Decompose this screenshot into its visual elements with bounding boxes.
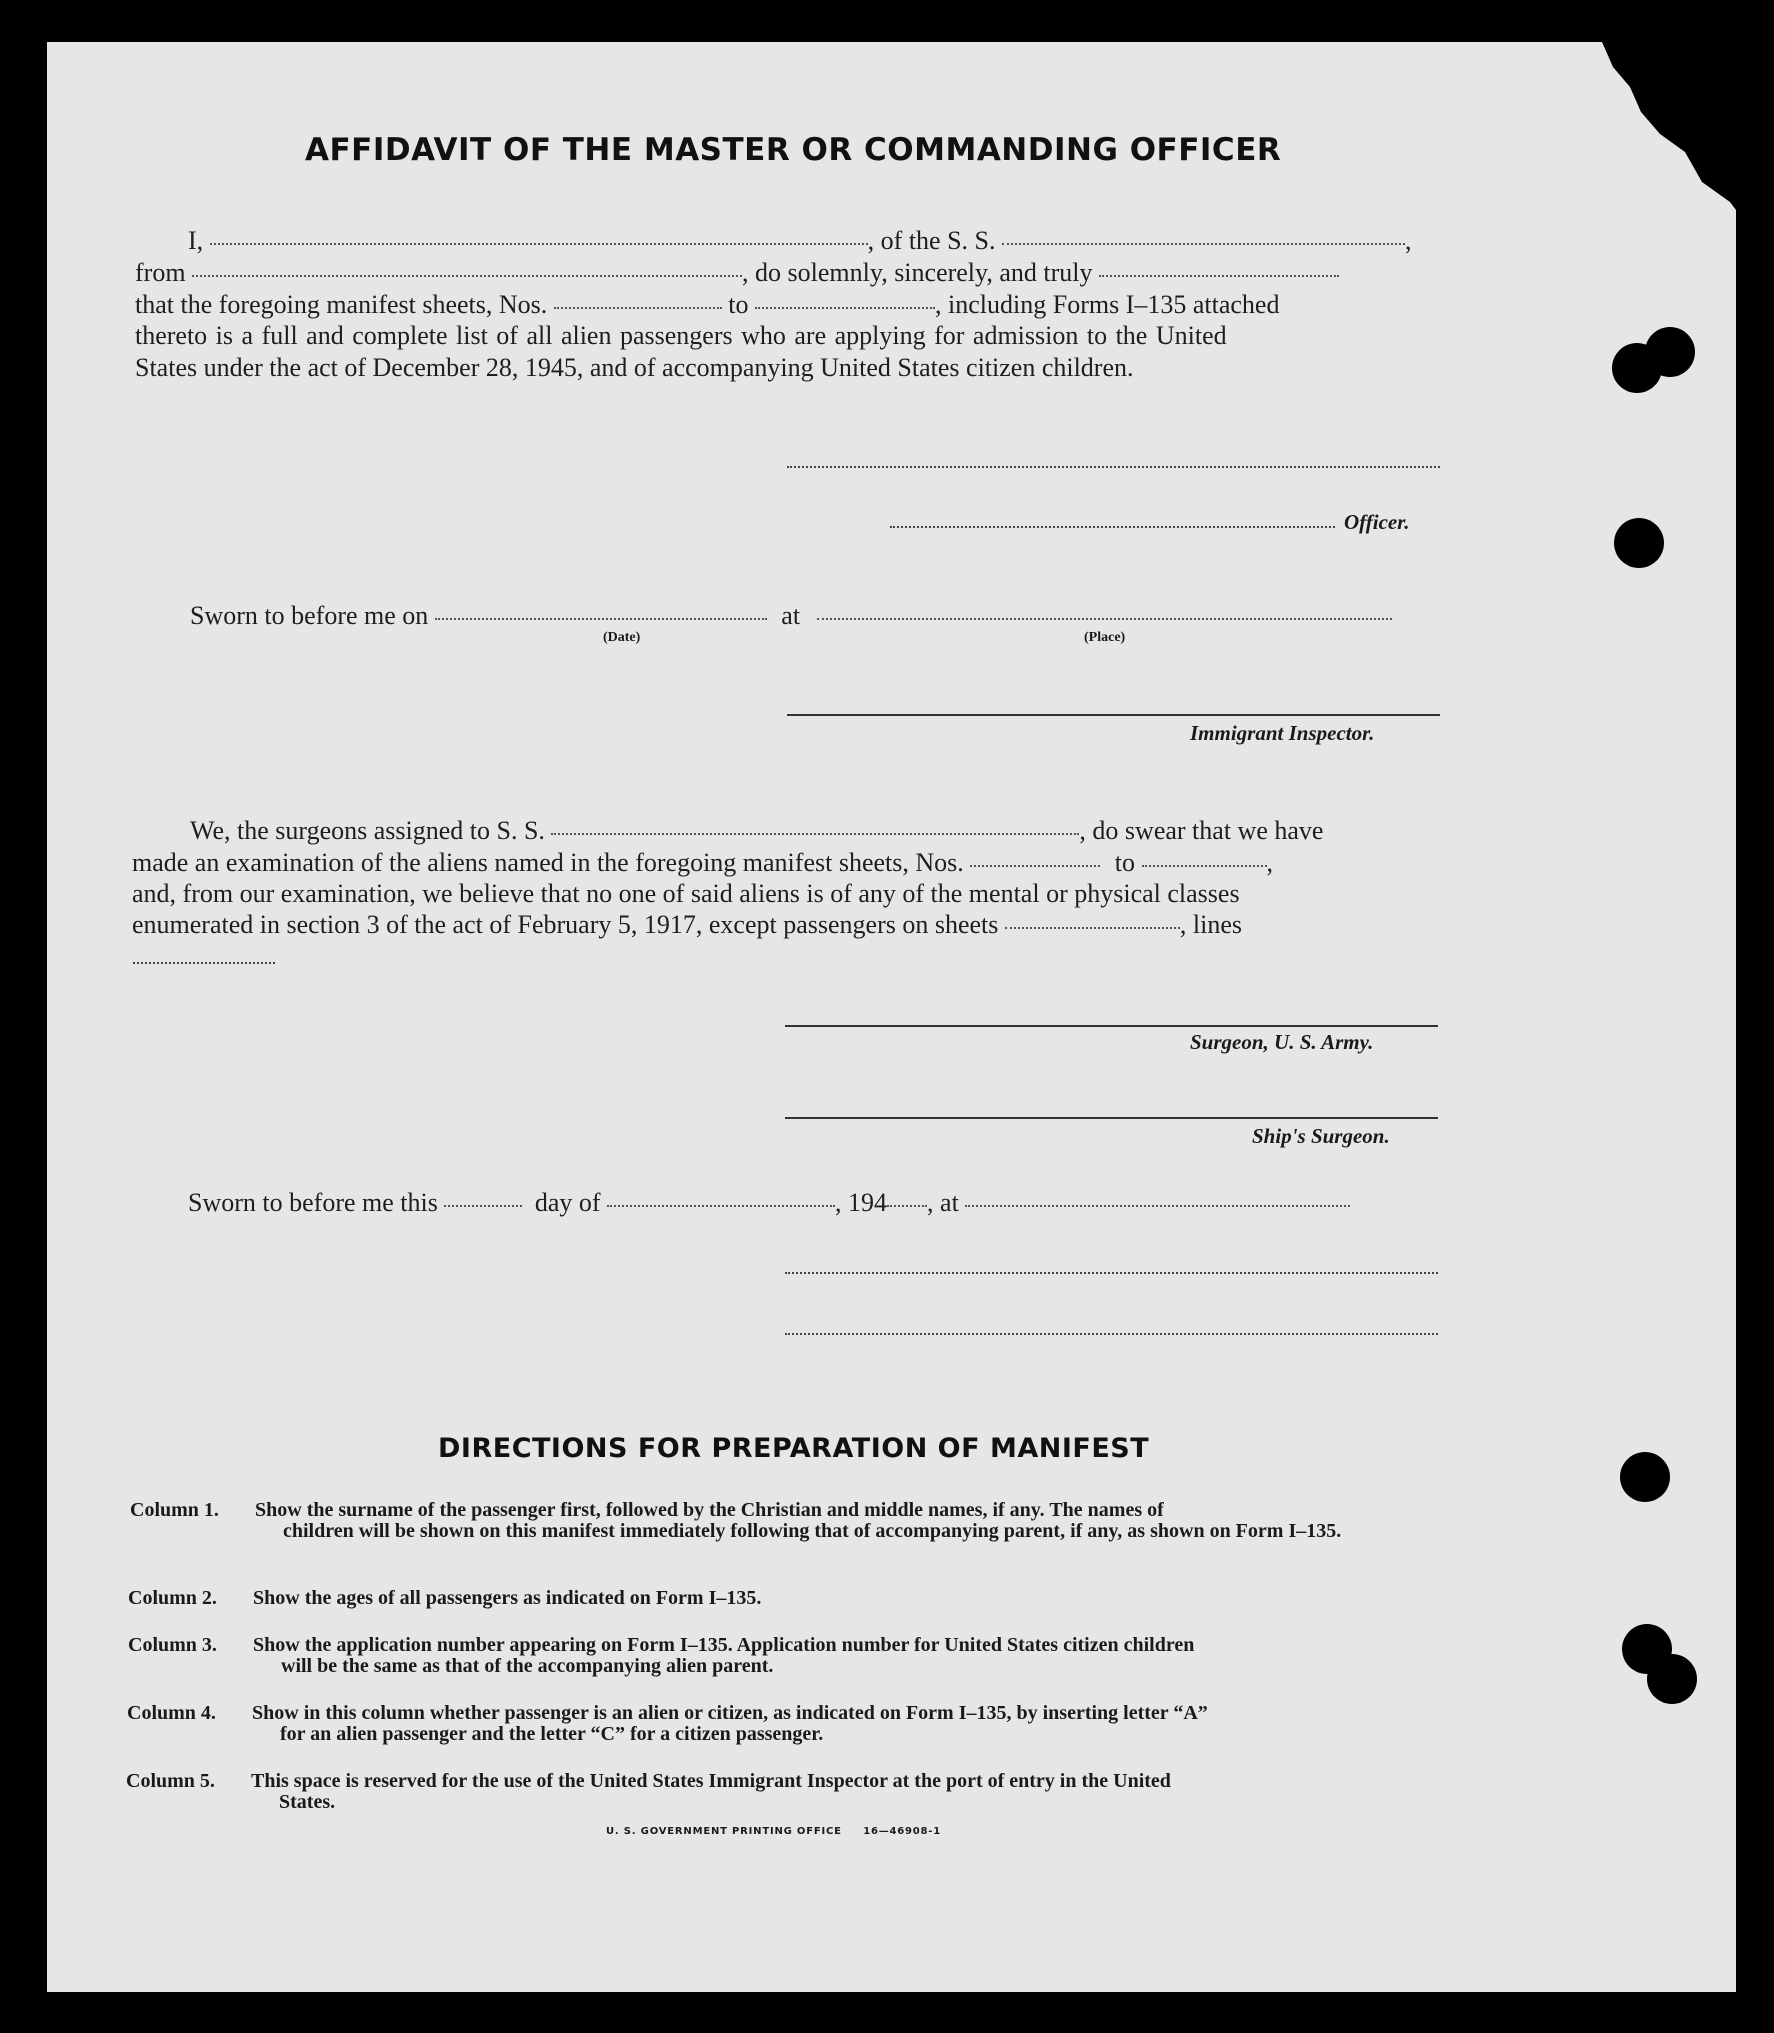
text: , do solemnly, sincerely, and truly: [742, 258, 1093, 287]
surgeons-line-2: [132, 847, 1273, 879]
direction-label: Column 3.: [128, 1634, 217, 1656]
blank-except-sheets[interactable]: [1005, 927, 1180, 929]
direction-text: [253, 1635, 1438, 1677]
text: , at: [927, 1188, 959, 1217]
text: We, the surgeons assigned to S. S.: [190, 816, 545, 845]
direction-rest: for an alien passenger and the letter “C” for a citizen passenger.: [280, 1723, 824, 1745]
direction-text: [252, 1703, 1437, 1745]
punch-hole: [1645, 327, 1695, 377]
text: Sworn to before me on: [190, 601, 429, 630]
text: at: [781, 601, 801, 630]
direction-first: Show in this column whether passenger is an alien or citizen, as indicated on Form I–135, by inserting letter “A”: [252, 1702, 1208, 1724]
direction-label: Column 5.: [126, 1770, 215, 1792]
text: made an examination of the aliens named in the foregoing manifest sheets, Nos.: [132, 848, 964, 877]
direction-label: Column 4.: [127, 1702, 216, 1724]
direction-first: Show the surname of the passenger first, followed by the Christian and middle names, if any. The names of: [255, 1499, 1164, 1521]
surgeons-line-1: [190, 815, 1323, 847]
printing-office-footer: U. S. GOVERNMENT PRINTING OFFICE 16—46908-1: [606, 1826, 942, 1837]
affidavit-line-5: States under the act of December 28, 1945, and of accompanying United States citizen children.: [135, 353, 1134, 382]
officer-title-line[interactable]: [890, 526, 1335, 528]
text: enumerated in section 3 of the act of February 5, 1917, except passengers on sheets: [132, 910, 999, 939]
blank-day[interactable]: [444, 1205, 522, 1207]
text: ,: [1266, 848, 1273, 877]
direction-text: [255, 1500, 1440, 1542]
direction-label: Column 2.: [128, 1587, 217, 1609]
blank-sworn-place[interactable]: [817, 618, 1392, 620]
blank-oath[interactable]: [1099, 275, 1339, 277]
text: day of: [534, 1188, 601, 1217]
text: to: [1114, 848, 1135, 877]
sworn-day-line: [188, 1187, 1350, 1219]
blank-sheet-from[interactable]: [554, 307, 722, 309]
affidavit-line-2: [135, 257, 1339, 289]
surgeons-line-4: [132, 909, 1242, 941]
surgeons-line-3: and, from our examination, we believe that no one of said aliens is of any of the mental or physical classes: [132, 879, 1240, 908]
blank-ship-name[interactable]: [1002, 243, 1405, 245]
text: , do swear that we have: [1079, 816, 1324, 845]
direction-first: Show the application number appearing on Form I–135. Application number for United States citizen children: [253, 1634, 1195, 1656]
text: I,: [188, 226, 204, 255]
blank-from-port[interactable]: [192, 275, 742, 277]
blank-sworn-date[interactable]: [435, 618, 767, 620]
ship-surgeon-signature-line[interactable]: [785, 1117, 1438, 1119]
text: , of the S. S.: [867, 226, 996, 255]
sworn-before-line: [190, 600, 1392, 632]
army-surgeon-label: Surgeon, U. S. Army.: [1190, 1030, 1374, 1054]
direction-rest: children will be shown on this manifest immediately following that of accompanying parent, if any, as shown on Form I–135.: [283, 1520, 1342, 1542]
directions-title: DIRECTIONS FOR PREPARATION OF MANIFEST: [438, 1433, 1150, 1464]
text: to: [728, 290, 749, 319]
affidavit-line-1: [188, 225, 1412, 257]
army-surgeon-signature-line[interactable]: [785, 1025, 1438, 1027]
direction-first: Show the ages of all passengers as indicated on Form I–135.: [253, 1587, 762, 1609]
direction-text: [253, 1588, 1438, 1609]
text: from: [135, 258, 186, 287]
blank-month[interactable]: [607, 1205, 835, 1207]
blank-officer-name[interactable]: [210, 243, 868, 245]
text: , including Forms I–135 attached: [935, 290, 1280, 319]
punch-hole: [1614, 518, 1664, 568]
direction-label: Column 1.: [130, 1499, 219, 1521]
inspector-signature-line[interactable]: [787, 714, 1440, 716]
text: Sworn to before me this: [188, 1188, 438, 1217]
blank-sworn-day-place[interactable]: [965, 1205, 1350, 1207]
punch-hole: [1647, 1654, 1697, 1704]
blank-year-digit[interactable]: [887, 1205, 927, 1207]
direction-text: [251, 1771, 1436, 1813]
blank-except-lines[interactable]: [133, 962, 275, 964]
text: ,: [1405, 226, 1412, 255]
inspector-label: Immigrant Inspector.: [1190, 721, 1375, 745]
officer-signature-line[interactable]: [787, 466, 1440, 468]
direction-rest: will be the same as that of the accompanying alien parent.: [281, 1655, 774, 1677]
direction-rest: States.: [279, 1791, 336, 1813]
blank-surgeon-ship[interactable]: [551, 833, 1079, 835]
ship-surgeon-label: Ship's Surgeon.: [1252, 1124, 1390, 1148]
blank-exam-sheet-to[interactable]: [1142, 865, 1267, 867]
sworn-signature-line-2[interactable]: [785, 1333, 1438, 1335]
sworn-signature-line-1[interactable]: [785, 1272, 1438, 1274]
place-caption: (Place): [1084, 630, 1126, 645]
text: , lines: [1179, 910, 1243, 939]
date-caption: (Date): [603, 630, 641, 645]
punch-hole: [1620, 1452, 1670, 1502]
affidavit-line-4: thereto is a full and complete list of all alien passengers who are applying for admission to the United: [135, 321, 1227, 350]
affidavit-title: AFFIDAVIT OF THE MASTER OR COMMANDING OFFICER: [305, 132, 1282, 168]
officer-label: Officer.: [1344, 510, 1410, 534]
blank-exam-sheet-from[interactable]: [970, 865, 1100, 867]
direction-first: This space is reserved for the use of the United States Immigrant Inspector at the port of entry in the United: [251, 1770, 1171, 1792]
text: , 194: [835, 1188, 888, 1217]
blank-sheet-to[interactable]: [755, 307, 935, 309]
affidavit-line-3: [135, 289, 1279, 321]
text: that the foregoing manifest sheets, Nos.: [135, 290, 548, 319]
